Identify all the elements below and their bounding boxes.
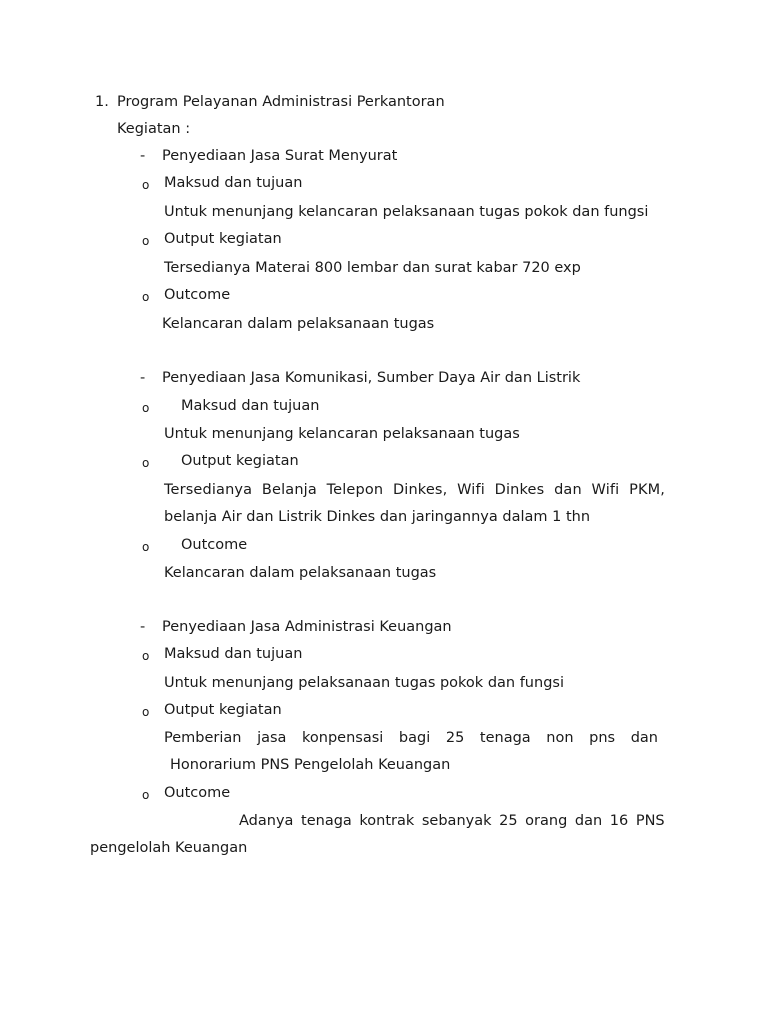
bullet-o-icon: o — [142, 705, 150, 719]
outcome-text-line-1: Adanya tenaga kontrak sebanyak 25 orang dan 16 PNS — [239, 813, 665, 829]
activity-title: Penyediaan Jasa Surat Menyurat — [162, 148, 398, 164]
bullet-o-icon: o — [142, 649, 150, 663]
bullet-o-icon: o — [142, 788, 150, 802]
outcome-text: Kelancaran dalam pelaksanaan tugas — [164, 565, 437, 581]
output-label: Output kegiatan — [181, 453, 299, 469]
bullet-o-icon: o — [142, 401, 150, 415]
output-text-line-2: belanja Air dan Listrik Dinkes dan jaringannya dalam 1 thn — [164, 509, 591, 525]
output-text-line-1: Pemberian jasa konpensasi bagi 25 tenaga non pns dan — [164, 730, 658, 746]
activity-title: Penyediaan Jasa Administrasi Keuangan — [162, 619, 452, 635]
bullet-o-icon: o — [142, 540, 150, 554]
output-text-line-1 — [164, 481, 676, 499]
maksud-text: Untuk menunjang kelancaran pelaksanaan tugas — [164, 426, 520, 442]
bullet-o-icon: o — [142, 178, 150, 192]
outcome-text: Kelancaran dalam pelaksanaan tugas — [162, 316, 435, 332]
program-number: 1. — [95, 94, 109, 110]
activity-dash: - — [140, 619, 146, 635]
maksud-text: Untuk menunjang kelancaran pelaksanaan tugas pokok dan fungsi — [164, 204, 649, 220]
output-label: Output kegiatan — [164, 702, 282, 718]
maksud-label: Maksud dan tujuan — [164, 175, 303, 191]
maksud-label: Maksud dan tujuan — [164, 646, 303, 662]
activity-dash: - — [140, 148, 146, 164]
maksud-label: Maksud dan tujuan — [181, 398, 320, 414]
outcome-label: Outcome — [181, 537, 248, 553]
output-text-line-1-content: Tersedianya Belanja Telepon Dinkes, Wifi Dinkes dan Wifi PKM, — [164, 482, 666, 498]
activity-title: Penyediaan Jasa Komunikasi, Sumber Daya Air dan Listrik — [162, 370, 581, 386]
bullet-o-icon: o — [142, 290, 150, 304]
bullet-o-icon: o — [142, 234, 150, 248]
program-title: Program Pelayanan Administrasi Perkantoran — [117, 94, 445, 110]
bullet-o-icon: o — [142, 456, 150, 470]
maksud-text: Untuk menunjang pelaksanaan tugas pokok dan fungsi — [164, 675, 564, 691]
activity-dash: - — [140, 370, 146, 386]
outcome-label: Outcome — [164, 785, 231, 801]
outcome-text-line-2: pengelolah Keuangan — [90, 840, 248, 856]
outcome-label: Outcome — [164, 287, 231, 303]
kegiatan-label: Kegiatan : — [117, 121, 191, 137]
output-text-line-2: Honorarium PNS Pengelolah Keuangan — [170, 757, 451, 773]
output-label: Output kegiatan — [164, 231, 282, 247]
output-text: Tersedianya Materai 800 lembar dan surat kabar 720 exp — [164, 260, 581, 276]
